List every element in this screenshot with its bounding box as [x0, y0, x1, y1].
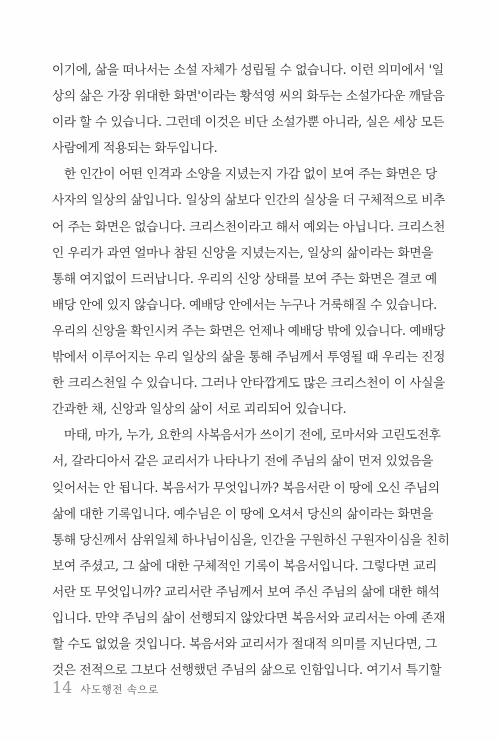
body-text	[52, 57, 450, 683]
text-line: 우리의 신앙을 확인시켜 주는 화면은 언제나 예배당 밖에 있습니다. 예배당	[52, 322, 445, 338]
page-footer	[52, 678, 159, 698]
text-line: 것은 전적으로 그보다 선행했던 주님의 삶으로 인함입니다. 여기서 특기할	[52, 662, 442, 678]
running-title: 사도행전 속으로	[80, 684, 159, 696]
text-line: 배당 안에 있지 않습니다. 예배당 안에서는 누구나 거룩해질 수 있습니다.	[52, 296, 437, 312]
text-line: 어 주는 화면은 없습니다. 크리스천이라고 해서 예외는 아닙니다. 크리스천	[52, 218, 445, 234]
text-line: 밖에서 이루어지는 우리 일상의 삶을 통해 주님께서 투영될 때 우리는 진정	[52, 349, 445, 365]
text-line: 이라 할 수 있습니다. 그런데 이것은 비단 소설가뿐 아니라, 실은 세상 모든	[52, 114, 445, 130]
text-line: 한 인간이 어떤 인격과 소양을 지녔는지 가감 없이 보여 주는 화면은 당	[64, 166, 437, 182]
text-line: 통해 당신께서 삼위일체 하나님이심을, 인간을 구원하신 구원자이심을 친히	[52, 531, 450, 547]
text-line: 잊어서는 안 됩니다. 복음서가 무엇입니까? 복음서란 이 땅에 오신 주님의	[52, 479, 440, 495]
text-line: 이기에, 삶을 떠나서는 소설 자체가 성립될 수 없습니다. 이런 의미에서 '일	[52, 62, 444, 77]
text-line: 인 우리가 과연 얼마나 참된 신앙을 지녔는지는, 일상의 삶이라는 화면을	[52, 244, 434, 260]
text-line: 할 수도 없었을 것입니다. 복음서와 교리서가 절대적 의미를 지닌다면, 그	[52, 636, 437, 652]
text-line: 서, 갈라디아서 같은 교리서가 나타나기 전에 주님의 삶이 먼저 있었음을	[52, 453, 434, 469]
text-line: 보여 주셨고, 그 삶에 대한 구체적인 기록이 복음서입니다. 그렇다면 교리	[52, 557, 437, 573]
text-line: 사자의 일상의 삶입니다. 일상의 삶보다 인간의 실상을 더 구체적으로 비추	[52, 192, 445, 208]
text-line: 한 크리스천일 수 있습니다. 그러나 안타깝게도 많은 크리스천이 이 사실을	[52, 375, 445, 391]
text-line: 마태, 마가, 누가, 요한의 사복음서가 쓰이기 전에, 로마서와 고린도전후	[64, 427, 441, 443]
text-line: 입니다. 만약 주님의 삶이 선행되지 않았다면 복음서와 교리서는 아예 존재	[52, 609, 445, 625]
text-line: 간과한 채, 신앙과 일상의 삶이 서로 괴리되어 있습니다.	[52, 401, 347, 417]
text-line: 사람에게 적용되는 화두입니다.	[52, 140, 218, 156]
page-number: 14	[52, 678, 73, 697]
text-line: 서란 또 무엇입니까? 교리서란 주님께서 보여 주신 주님의 삶에 대한 해석	[52, 583, 440, 599]
text-line: 통해 여지없이 드러납니다. 우리의 신앙 상태를 보여 주는 화면은 결코 예	[52, 270, 437, 286]
text-line: 상의 삶은 가장 위대한 화면'이라는 황석영 씨의 화두는 소설가다운 깨달음	[52, 88, 445, 104]
text-line: 삶에 대한 기록입니다. 예수님은 이 땅에 오셔서 당신의 삶이라는 화면을	[52, 505, 434, 521]
